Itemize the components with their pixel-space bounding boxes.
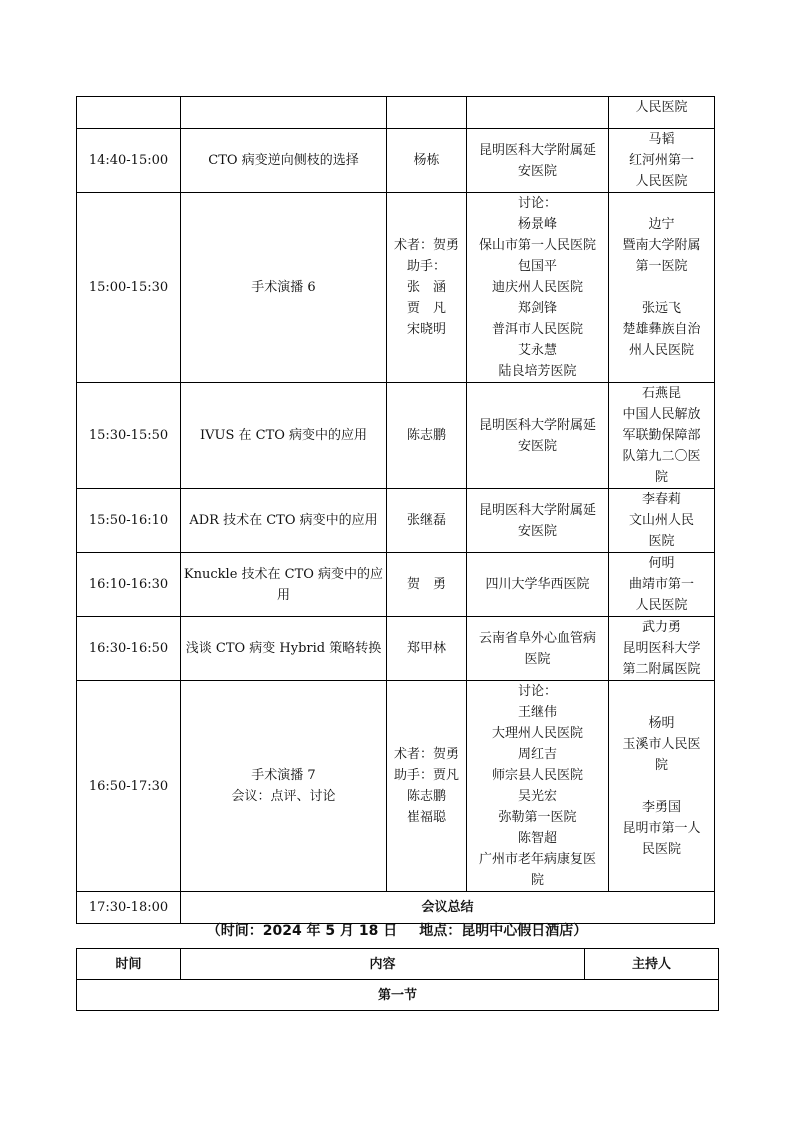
- time-cell: 15:30-15:50: [77, 383, 181, 489]
- table-row: [77, 892, 715, 924]
- topic-cell: ADR 技术在 CTO 病变中的应用: [181, 489, 387, 553]
- time-cell: 15:00-15:30: [77, 193, 181, 383]
- time-cell: 15:50-16:10: [77, 489, 181, 553]
- table-row: [77, 489, 715, 553]
- affiliation-cell: 四川大学华西医院: [467, 553, 609, 617]
- speaker-cell: 陈志鹏: [387, 383, 467, 489]
- table-row: [77, 97, 715, 129]
- table-row: [77, 193, 715, 383]
- table-row: [77, 129, 715, 193]
- affiliation-cell: [467, 97, 609, 129]
- topic-cell: 手术演播 6: [181, 193, 387, 383]
- moderator-cell: 石燕昆 中国人民解放 军联勤保障部 队第九二〇医 院: [609, 383, 715, 489]
- moderator-cell: 何明 曲靖市第一 人民医院: [609, 553, 715, 617]
- time-cell: [77, 97, 181, 129]
- moderator-cell: 杨明 玉溪市人民医 院 李勇国 昆明市第一人 民医院: [609, 681, 715, 892]
- day-info-heading: [76, 920, 718, 940]
- time-cell: 16:50-17:30: [77, 681, 181, 892]
- header-moderator: 主持人: [585, 949, 719, 980]
- affiliation-cell: 昆明医科大学附属延 安医院: [467, 383, 609, 489]
- speaker-cell: 张继磊: [387, 489, 467, 553]
- summary-cell: 会议总结: [181, 892, 715, 924]
- speaker-cell: 贺 勇: [387, 553, 467, 617]
- moderator-cell: 武力勇 昆明医科大学 第二附属医院: [609, 617, 715, 681]
- speaker-cell: 杨栋: [387, 129, 467, 193]
- table-header-row: [77, 949, 719, 980]
- time-cell: 17:30-18:00: [77, 892, 181, 924]
- affiliation-cell: 昆明医科大学附属延 安医院: [467, 129, 609, 193]
- table-row: [77, 553, 715, 617]
- time-cell: 16:10-16:30: [77, 553, 181, 617]
- header-content: 内容: [181, 949, 585, 980]
- day-date: （时间：2024 年 5 月 18 日: [206, 923, 398, 939]
- table-row: [77, 617, 715, 681]
- affiliation-cell: 讨论： 王继伟 大理州人民医院 周红吉 师宗县人民医院 吴光宏 弥勒第一医院 陈智超 广州市老年病康复医 院: [467, 681, 609, 892]
- affiliation-cell: 昆明医科大学附属延 安医院: [467, 489, 609, 553]
- day2-table: [76, 948, 719, 1011]
- time-cell: 16:30-16:50: [77, 617, 181, 681]
- header-time: 时间: [77, 949, 181, 980]
- topic-cell: CTO 病变逆向侧枝的选择: [181, 129, 387, 193]
- table-row: [77, 681, 715, 892]
- speaker-cell: 术者：贺勇 助手： 张 涵 贾 凡 宋晓明: [387, 193, 467, 383]
- topic-cell: IVUS 在 CTO 病变中的应用: [181, 383, 387, 489]
- moderator-cell: 边宁 暨南大学附属 第一医院 张远飞 楚雄彝族自治 州人民医院: [609, 193, 715, 383]
- schedule-table: [76, 96, 715, 924]
- topic-cell: [181, 97, 387, 129]
- moderator-cell: 李春莉 文山州人民 医院: [609, 489, 715, 553]
- topic-cell: Knuckle 技术在 CTO 病变中的应 用: [181, 553, 387, 617]
- speaker-cell: 术者：贺勇 助手：贾凡 陈志鹏 崔福聪: [387, 681, 467, 892]
- speaker-cell: 郑甲林: [387, 617, 467, 681]
- section-title: 第一节: [77, 980, 719, 1011]
- section-row: [77, 980, 719, 1011]
- moderator-cell: 人民医院: [609, 97, 715, 129]
- table-row: [77, 383, 715, 489]
- affiliation-cell: 云南省阜外心血管病 医院: [467, 617, 609, 681]
- day-venue: 地点：昆明中心假日酒店）: [419, 923, 588, 939]
- affiliation-cell: 讨论： 杨景峰 保山市第一人民医院 包国平 迪庆州人民医院 郑剑锋 普洱市人民医院 艾永慧 陆良培芳医院: [467, 193, 609, 383]
- topic-cell: 浅谈 CTO 病变 Hybrid 策略转换: [181, 617, 387, 681]
- topic-cell: 手术演播 7 会议：点评、讨论: [181, 681, 387, 892]
- time-cell: 14:40-15:00: [77, 129, 181, 193]
- moderator-cell: 马韬 红河州第一 人民医院: [609, 129, 715, 193]
- speaker-cell: [387, 97, 467, 129]
